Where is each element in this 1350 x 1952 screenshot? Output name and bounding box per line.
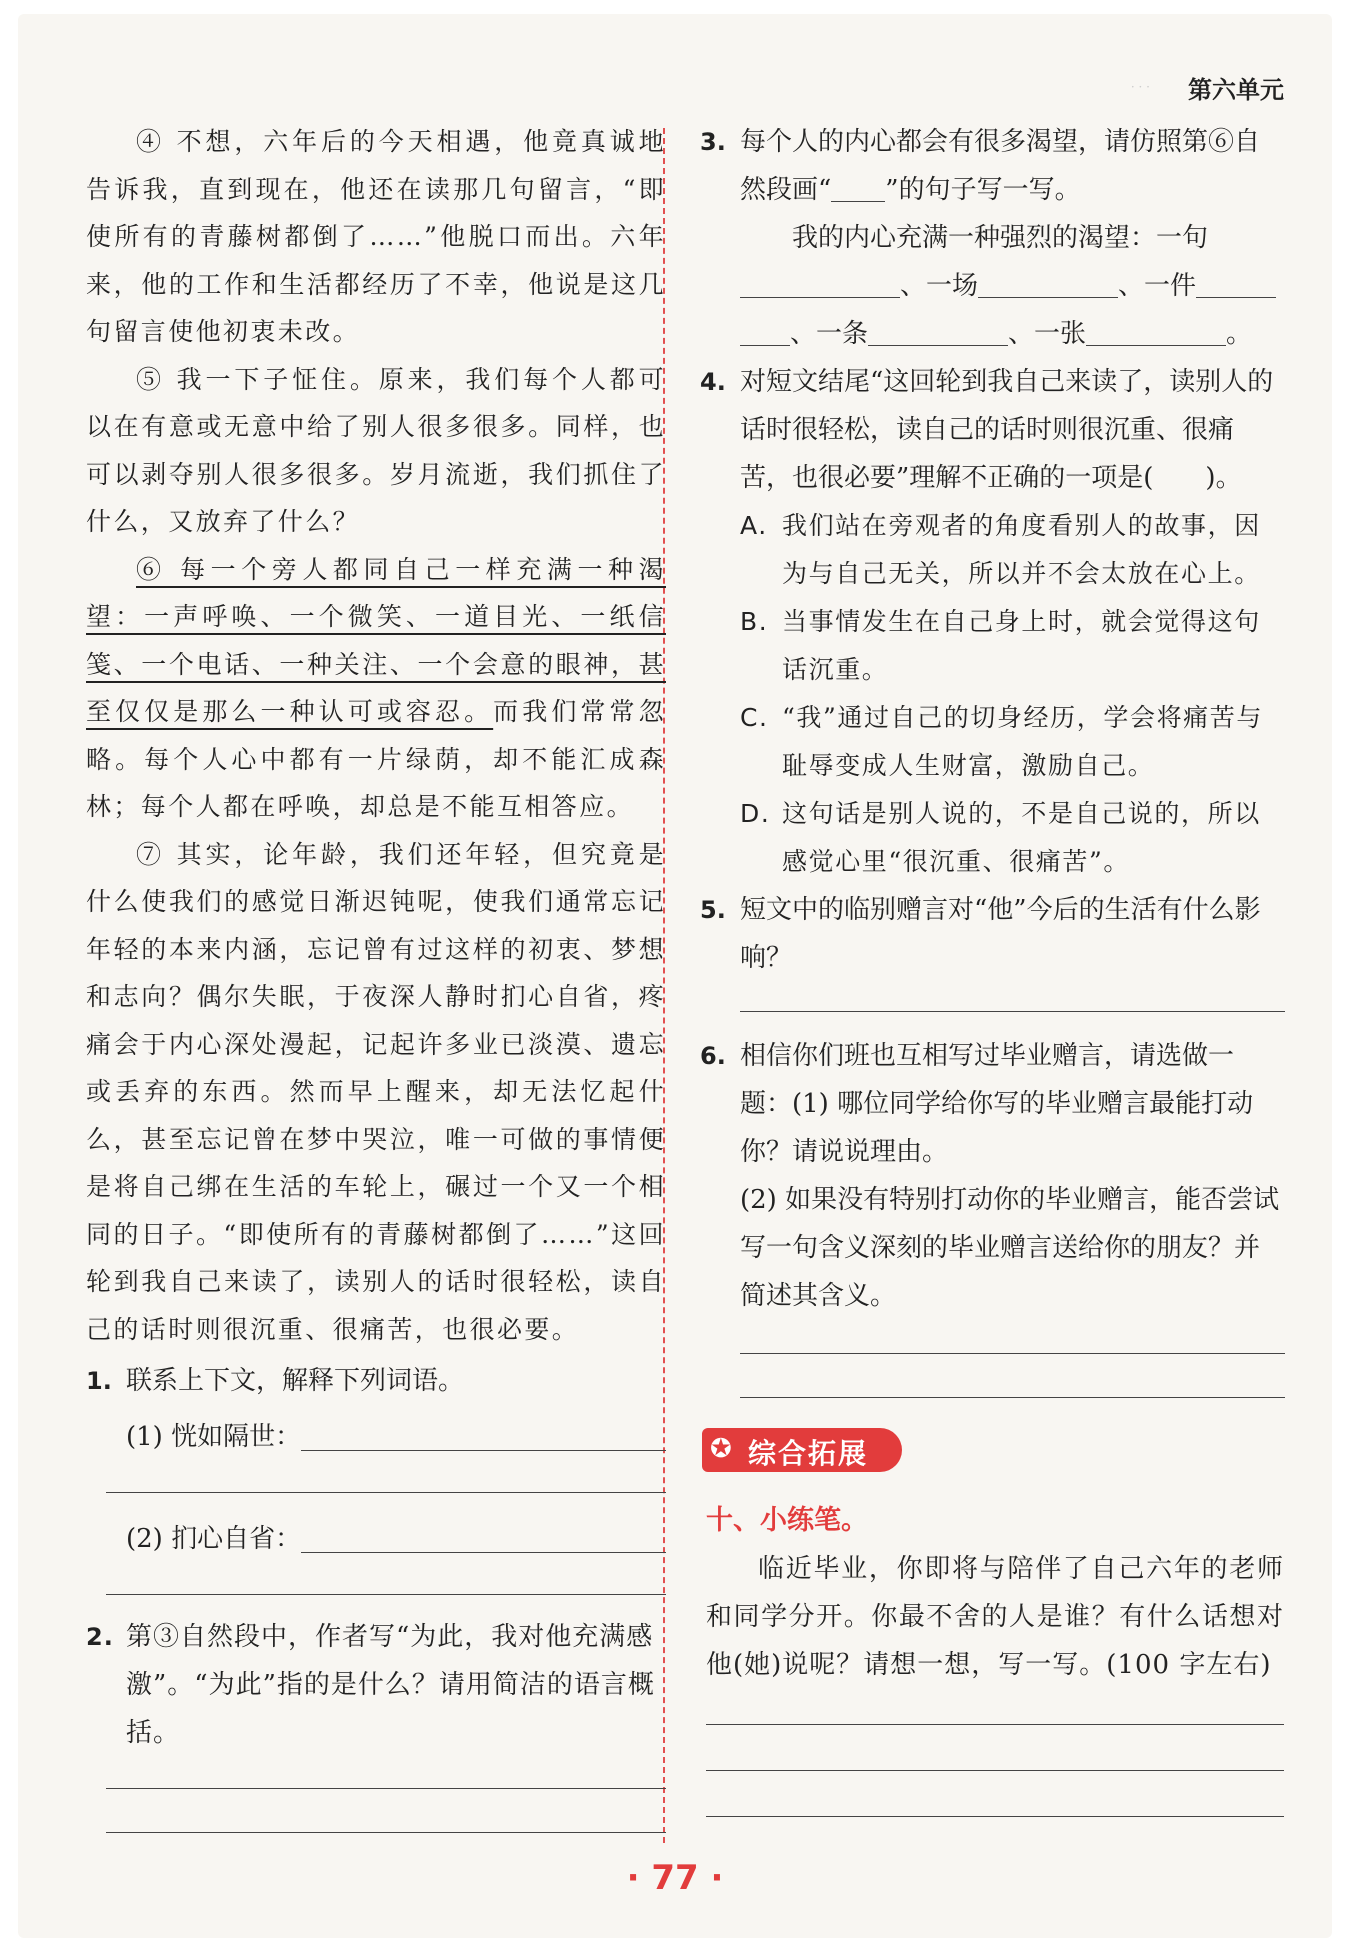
option-text: 这句话是别人说的，不是自己说的，所以感觉心里“很沉重、很痛苦”。 [782, 799, 1261, 876]
question-6-part-2: (2) 如果没有特别打动你的毕业赠言，能否尝试写一句含义深刻的毕业赠言送给你的朋友？并简述其含义。 [740, 1185, 1280, 1311]
answer-line[interactable] [740, 1010, 1285, 1012]
option-text: 我们站在旁观者的角度看别人的故事，因为与自己无关，所以并不会太放在心上。 [782, 511, 1261, 588]
option-a[interactable] [700, 502, 1285, 598]
section-badge [702, 1428, 912, 1476]
passage-paragraph-5: ⑤ 我一下子怔住。原来，我们每个人都可以在有意或无意中给了别人很多很多。同样，也可以剥夺别人很多很多。岁月流逝，我们抓住了什么，又放弃了什么？ [86, 364, 666, 536]
answer-line[interactable] [301, 1449, 666, 1451]
fill-blank[interactable] [740, 297, 900, 298]
question-1 [86, 1357, 666, 1405]
blank-connector: 、一条 [790, 319, 869, 349]
answer-line[interactable] [740, 1396, 1285, 1398]
writing-line[interactable] [706, 1815, 1284, 1817]
imitation-sentence: 我的内心充满一种强烈的渴望：一句 [792, 223, 1209, 253]
blank-connector: 、一张 [1008, 319, 1087, 349]
question-text: 短文中的临别赠言对“他”今后的生活有什么影响？ [740, 895, 1261, 973]
option-text: “我”通过自己的切身经历，学会将痛苦与耻辱变成人生财富，激励自己。 [782, 703, 1263, 780]
option-text: 当事情发生在自己身上时，就会觉得这句话沉重。 [782, 607, 1261, 684]
question-text: 联系上下文，解释下列词语。 [126, 1366, 465, 1396]
fill-blank[interactable] [978, 297, 1118, 298]
left-column [86, 118, 666, 1833]
underline-blank [831, 201, 885, 202]
option-key: A. [740, 511, 768, 540]
right-column [700, 118, 1285, 1398]
question-1-part-1 [86, 1413, 666, 1461]
writing-exercise [706, 1545, 1284, 1817]
passage-paragraph-6 [86, 546, 666, 831]
blank-connector: 、一件 [1118, 271, 1197, 301]
sub-question-label: (1) 恍如隔世： [126, 1422, 302, 1452]
question-5 [700, 886, 1285, 982]
fill-blank[interactable] [740, 345, 790, 346]
question-number: 6. [700, 1042, 726, 1070]
imitation-blanks-row-1 [700, 262, 1285, 310]
question-number: 4. [700, 368, 726, 396]
question-text: 每个人的内心都会有很多渴望，请仿照第⑥自然段画“ [740, 127, 1261, 205]
imitation-blanks-row-2 [700, 310, 1285, 358]
exercise-title: 十、小练笔。 [706, 1505, 868, 1536]
page-number: · 77 · [626, 1858, 724, 1898]
decorative-dots: · · · [1130, 80, 1150, 94]
answer-line[interactable] [106, 1593, 666, 1595]
underlined-sentence: ⑥ 每一个旁人都同自己一样充满一种渴望：一声呼唤、一个微笑、一道目光、一纸信笺、一个电话、一种关注、一个会意的眼神，甚至仅仅是那么一种认可或容忍。 [86, 554, 666, 726]
question-number: 3. [700, 128, 726, 156]
answer-line[interactable] [301, 1551, 666, 1553]
question-number: 1. [86, 1367, 112, 1395]
answer-line[interactable] [106, 1787, 666, 1789]
fill-blank[interactable] [868, 345, 1008, 346]
question-6 [700, 1032, 1285, 1176]
paragraph-6-rest: 而我们常常忽略。每个人心中都有一片绿荫，却不能汇成森林；每个人都在呼唤，却总是不能互相答应。 [86, 697, 666, 821]
fill-blank[interactable] [1086, 345, 1226, 346]
answer-line[interactable] [740, 1352, 1285, 1354]
option-key: B. [740, 607, 769, 636]
question-2 [86, 1613, 666, 1757]
star-icon: ✪ [710, 1434, 732, 1464]
answer-line[interactable] [106, 1831, 666, 1833]
option-c[interactable] [700, 694, 1285, 790]
question-text: 对短文结尾“这回轮到我自己来读了，读别人的话时很轻松，读自己的话时则很沉重、很痛苦，也很必要”理解不正确的一项是( )。 [740, 367, 1274, 493]
passage-paragraph-7: ⑦ 其实，论年龄，我们还年轻，但究竟是什么使我们的感觉日渐迟钝呢，使我们通常忘记年轻的本来内涵，忘记曾有过这样的初衷、梦想和志向？偶尔失眠，于夜深人静时扪心自省，疼痛会于内心深处漫起，记起许多业已淡漠、遗忘或丢弃的东西。然而早上醒来，却无法忆起什么，甚至忘记曾在梦中哭泣，唯一可做的事情便是将自己绑在生活的车轮上，碾过一个又一个相同的日子。“即使所有的青藤树都倒了……”这回轮到我自己来读了，读别人的话时很轻松，读自己的话时则很沉重、很痛苦，也很必要。 [86, 839, 666, 1344]
question-3 [700, 118, 1285, 214]
fill-blank[interactable] [1196, 297, 1276, 298]
passage-paragraph-4: ④ 不想，六年后的今天相遇，他竟真诚地告诉我，直到现在，他还在读那几句留言，“即使所有的青藤树都倒了……”他脱口而出。六年来，他的工作和生活都经历了不幸，他说是这几句留言使他初衷未改。 [86, 127, 666, 346]
option-b[interactable] [700, 598, 1285, 694]
blank-connector: 、一场 [900, 271, 979, 301]
question-1-part-2 [86, 1515, 666, 1563]
unit-title: 第六单元 [1188, 76, 1284, 104]
option-key: D. [740, 799, 771, 828]
question-number: 5. [700, 896, 726, 924]
blank-connector: 。 [1226, 319, 1253, 349]
writing-line[interactable] [706, 1769, 1284, 1771]
answer-line[interactable] [106, 1491, 666, 1493]
sub-question-label: (2) 扪心自省： [126, 1524, 302, 1554]
question-text-end: ”的句子写一写。 [885, 175, 1081, 205]
question-4 [700, 358, 1285, 502]
option-key: C. [740, 703, 769, 732]
writing-line[interactable] [706, 1723, 1284, 1725]
option-d[interactable] [700, 790, 1285, 886]
question-text: 第③自然段中，作者写“为此，我对他充满感激”。“为此”指的是什么？请用简洁的语言概括。 [126, 1622, 655, 1748]
badge-label: 综合拓展 [748, 1437, 869, 1470]
question-number: 2. [86, 1623, 114, 1651]
question-text: 相信你们班也互相写过毕业赠言，请选做一题：(1) 哪位同学给你写的毕业赠言最能打动你？请说说理由。 [740, 1041, 1254, 1167]
exercise-prompt: 临近毕业，你即将与陪伴了自己六年的老师和同学分开。你最不舍的人是谁？有什么话想对他(她)说呢？请想一想，写一写。(100 字左右) [706, 1554, 1284, 1680]
